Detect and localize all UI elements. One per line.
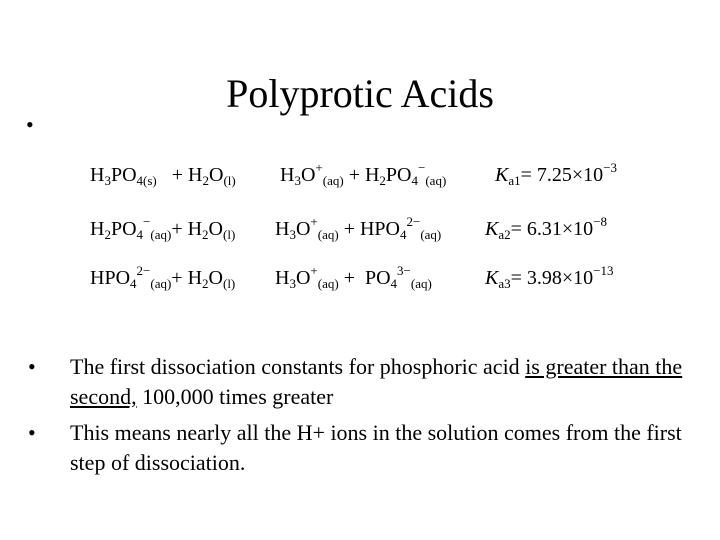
formula-text: O: [300, 164, 316, 186]
ka-value: = 3.98×10: [510, 267, 594, 289]
formula-text: PO: [110, 164, 137, 186]
eq1-products: [280, 160, 447, 188]
formula-text: + H: [343, 164, 380, 186]
ka-exponent: −3: [603, 160, 618, 175]
formula-text: + PO: [338, 267, 391, 289]
ka-symbol: K: [485, 267, 499, 289]
subscript: 3: [289, 276, 296, 291]
formula-text: H: [275, 218, 290, 240]
ka-index: a2: [498, 227, 511, 242]
subscript: 2: [104, 227, 111, 242]
superscript: −: [143, 214, 151, 229]
formula-text: O: [208, 164, 224, 186]
subscript: 2: [379, 173, 386, 188]
ka-symbol: K: [485, 218, 499, 240]
subscript: 2: [202, 276, 209, 291]
subscript: 4(s): [136, 173, 157, 188]
ka-index: a1: [508, 173, 521, 188]
subscript: 3: [294, 173, 301, 188]
superscript: 3−: [397, 263, 411, 278]
ka-symbol: K: [495, 164, 509, 186]
formula-text: H: [280, 164, 295, 186]
subscript: 4: [411, 173, 418, 188]
subscript: (l): [223, 173, 236, 188]
subscript: 4: [399, 227, 407, 242]
ka-exponent: −13: [593, 263, 614, 278]
subscript: (aq): [420, 227, 442, 242]
eq3-reactants: [90, 263, 236, 291]
formula-text: O: [295, 218, 311, 240]
formula-text: + H: [171, 267, 203, 289]
formula-text: O: [208, 218, 223, 240]
formula-text: H: [275, 267, 290, 289]
formula-text: PO: [110, 218, 137, 240]
ka-exponent: −8: [593, 214, 608, 229]
eq3-ka: [485, 263, 614, 291]
eq2-ka: [485, 214, 608, 242]
bullet-list: [28, 352, 688, 484]
subscript: (aq): [425, 173, 447, 188]
formula-text: O: [295, 267, 311, 289]
slide-title: Polyprotic Acids: [226, 71, 494, 116]
ka-value: = 7.25×10: [520, 164, 604, 186]
superscript: −: [418, 160, 426, 175]
eq2-reactants: [90, 214, 236, 242]
superscript: +: [310, 263, 318, 278]
subscript: (aq): [410, 276, 432, 291]
subscript: (l): [222, 276, 236, 291]
formula-text: PO: [385, 164, 412, 186]
bullet-text-run: The first dissociation constants for phosphoric acid: [70, 354, 526, 379]
formula-text: H: [90, 218, 105, 240]
eq1-reactants: [90, 163, 236, 187]
subscript: (aq): [322, 173, 344, 188]
bullet-text: [70, 418, 688, 478]
subscript: (aq): [317, 276, 339, 291]
subscript: 3: [104, 173, 111, 188]
superscript: 2−: [136, 263, 151, 278]
bullet-text-run: This means nearly all the H+ ions in the solution comes from the first step of dissociation.: [70, 420, 682, 475]
superscript: +: [315, 160, 323, 175]
superscript: 2−: [406, 214, 421, 229]
eq3-products: [275, 263, 432, 291]
subscript: 4: [130, 276, 137, 291]
subscript: (aq): [150, 276, 172, 291]
bullet-item: [28, 352, 688, 412]
bullet-item: [28, 418, 688, 478]
subscript: 2: [202, 227, 209, 242]
subscript: (l): [223, 227, 236, 242]
formula-text: + H: [156, 164, 203, 186]
bullet-text: [70, 352, 688, 412]
subscript: 4: [390, 276, 398, 291]
subscript: 4: [136, 227, 144, 242]
eq2-products: [275, 214, 442, 242]
bullet-text-run: 100,000 times greater: [136, 384, 334, 409]
superscript: +: [310, 214, 318, 229]
subscript: (aq): [317, 227, 339, 242]
bullet-marker: •: [28, 354, 36, 379]
ka-value: = 6.31×10: [510, 218, 594, 240]
formula-text: H: [90, 164, 105, 186]
subscript: 2: [202, 173, 209, 188]
formula-text: O: [208, 267, 223, 289]
eq1-ka: [495, 160, 618, 188]
formula-text: HPO: [90, 267, 131, 289]
formula-text: + H: [171, 218, 203, 240]
bullet-marker: •: [28, 420, 36, 445]
underlined-text: is greater than the second,: [70, 354, 683, 409]
empty-bullet: •: [26, 112, 34, 137]
ka-index: a3: [498, 276, 511, 291]
formula-text: + HPO: [338, 218, 400, 240]
subscript: (aq): [150, 227, 172, 242]
subscript: 3: [289, 227, 296, 242]
